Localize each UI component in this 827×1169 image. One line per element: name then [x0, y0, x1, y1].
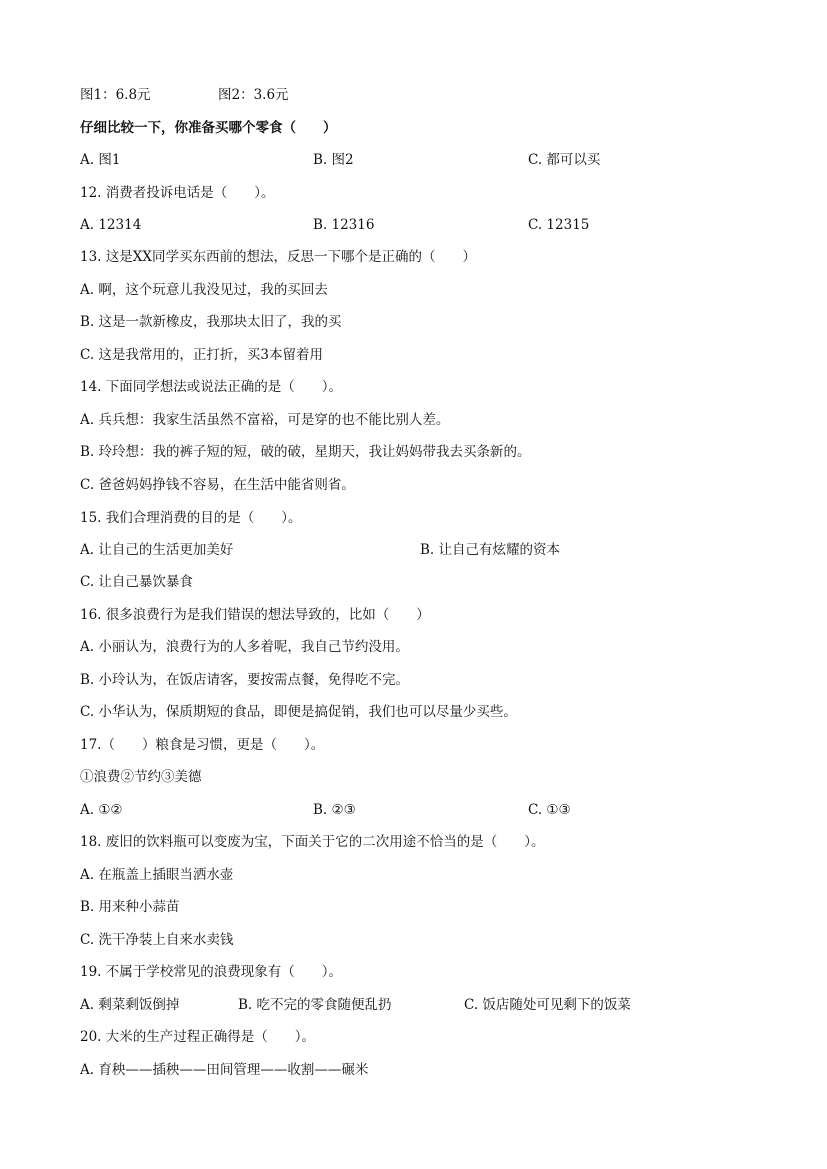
q11-option-b: B. 图2 [313, 152, 354, 168]
q17-option-c: C. ①③ [528, 802, 571, 818]
q16-stem: 16. 很多浪费行为是我们错误的想法导致的，比如（ ） [80, 607, 430, 623]
q19-option-a: A. 剩菜剩饭倒掉 [80, 997, 180, 1013]
q17-note: ①浪费②节约③美德 [80, 769, 202, 785]
q19-option-c: C. 饭店随处可见剩下的饭菜 [464, 997, 631, 1013]
q17-option-b: B. ②③ [313, 802, 356, 818]
q18-option-b: B. 用来种小蒜苗 [80, 899, 180, 915]
q19-option-b: B. 吃不完的零食随便乱扔 [238, 997, 392, 1013]
q14-option-a: A. 兵兵想：我家生活虽然不富裕，可是穿的也不能比别人差。 [80, 412, 450, 428]
q16-option-c: C. 小华认为，保质期短的食品，即便是搞促销，我们也可以尽量少买些。 [80, 704, 517, 720]
q14-option-c: C. 爸爸妈妈挣钱不容易，在生活中能省则省。 [80, 477, 355, 493]
fig1-price: 图1：6.8元 [80, 87, 151, 103]
q17-option-a: A. ①② [80, 802, 123, 818]
q16-option-b: B. 小玲认为，在饭店请客，要按需点餐，免得吃不完。 [80, 672, 410, 688]
q15-option-b: B. 让自己有炫耀的资本 [420, 542, 561, 558]
q12-option-b: B. 12316 [313, 217, 375, 233]
q15-option-c: C. 让自己暴饮暴食 [80, 574, 193, 590]
q11-stem: 仔细比较一下，你准备买哪个零食（ ） [80, 120, 337, 136]
q13-option-c: C. 这是我常用的，正打折，买3本留着用 [80, 347, 324, 363]
q13-stem: 13. 这是XX同学买东西前的想法，反思一下哪个是正确的（ ） [80, 249, 476, 265]
q12-option-a: A. 12314 [80, 217, 142, 233]
q20-stem: 20. 大米的生产过程正确得是（ ）。 [80, 1029, 316, 1045]
q18-stem: 18. 废旧的饮料瓶可以变废为宝，下面关于它的二次用途不恰当的是（ ）。 [80, 834, 545, 850]
q12-stem: 12. 消费者投诉电话是（ ）。 [80, 185, 275, 201]
q20-option-a: A. 育秧——插秧——田间管理——收割——碾米 [80, 1062, 369, 1078]
q18-option-c: C. 洗干净装上自来水卖钱 [80, 932, 234, 948]
q14-stem: 14. 下面同学想法或说法正确的是（ ）。 [80, 379, 343, 395]
q13-option-a: A. 啊，这个玩意儿我没见过，我的买回去 [80, 282, 328, 298]
q12-option-c: C. 12315 [528, 217, 590, 233]
q11-option-c: C. 都可以买 [528, 152, 601, 168]
q11-option-a: A. 图1 [80, 152, 121, 168]
q17-stem: 17.（ ）粮食是习惯，更是（ ）。 [80, 737, 325, 753]
fig2-price: 图2：3.6元 [218, 87, 289, 103]
q19-stem: 19. 不属于学校常见的浪费现象有（ ）。 [80, 964, 343, 980]
q14-option-b: B. 玲玲想：我的裤子短的短，破的破，星期天，我让妈妈带我去买条新的。 [80, 444, 531, 460]
q16-option-a: A. 小丽认为，浪费行为的人多着呢，我自己节约没用。 [80, 639, 409, 655]
q18-option-a: A. 在瓶盖上插眼当洒水壶 [80, 867, 234, 883]
q15-stem: 15. 我们合理消费的目的是（ ）。 [80, 510, 302, 526]
q15-option-a: A. 让自己的生活更加美好 [80, 542, 234, 558]
q13-option-b: B. 这是一款新橡皮，我那块太旧了，我的买 [80, 314, 342, 330]
